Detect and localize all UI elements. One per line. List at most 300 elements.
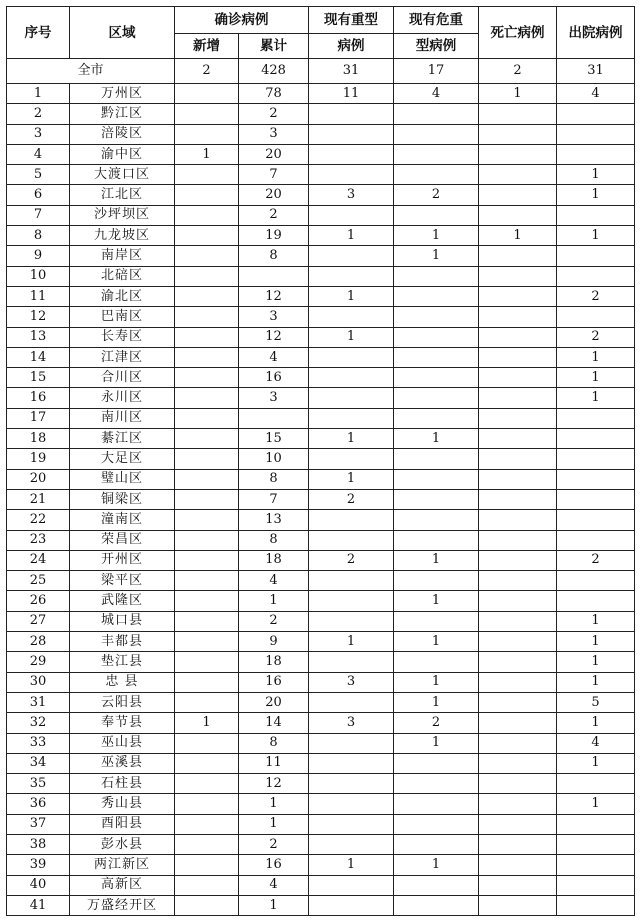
severe-cases: 1: [309, 855, 394, 875]
cumulative-cases: 14: [239, 713, 309, 733]
region-name: 璧山区: [70, 469, 175, 489]
region-name: 江北区: [70, 185, 175, 205]
new-cases: [175, 327, 239, 347]
critical-cases: 1: [394, 855, 479, 875]
death-cases: [479, 530, 557, 550]
severe-cases: 3: [309, 672, 394, 692]
row-number: 16: [7, 388, 70, 408]
critical-cases: [394, 611, 479, 631]
table-row: [7, 307, 635, 327]
severe-cases: [309, 611, 394, 631]
critical-cases: 4: [394, 84, 479, 104]
discharged-cases: 4: [557, 84, 635, 104]
row-number: 1: [7, 84, 70, 104]
table-row: [7, 632, 635, 652]
new-cases: 1: [175, 713, 239, 733]
critical-cases: [394, 489, 479, 509]
discharged-cases: 1: [557, 185, 635, 205]
table-row: [7, 753, 635, 773]
row-number: 28: [7, 632, 70, 652]
critical-cases: 1: [394, 692, 479, 712]
row-number: 36: [7, 794, 70, 814]
discharged-cases: 1: [557, 632, 635, 652]
row-number: 23: [7, 530, 70, 550]
region-name: 忠 县: [70, 672, 175, 692]
critical-cases: [394, 571, 479, 591]
row-number: 22: [7, 510, 70, 530]
new-cases: [175, 895, 239, 915]
new-cases: [175, 774, 239, 794]
region-name: 万盛经开区: [70, 895, 175, 915]
cumulative-cases: 18: [239, 652, 309, 672]
cumulative-cases: 12: [239, 327, 309, 347]
cumulative-cases: 2: [239, 205, 309, 225]
row-number: 15: [7, 368, 70, 388]
severe-cases: [309, 408, 394, 428]
cumulative-cases: 19: [239, 226, 309, 246]
row-number: 17: [7, 408, 70, 428]
death-cases: 1: [479, 84, 557, 104]
header-region: 区域: [70, 7, 175, 59]
header-no: 序号: [7, 7, 70, 59]
new-cases: [175, 672, 239, 692]
critical-cases: 1: [394, 733, 479, 753]
region-name: 九龙坡区: [70, 226, 175, 246]
region-name: 沙坪坝区: [70, 205, 175, 225]
row-number: 3: [7, 124, 70, 144]
region-name: 两江新区: [70, 855, 175, 875]
cumulative-cases: 1: [239, 895, 309, 915]
new-cases: [175, 246, 239, 266]
table-row: [7, 144, 635, 164]
cumulative-cases: 1: [239, 591, 309, 611]
discharged-cases: 2: [557, 286, 635, 306]
critical-cases: [394, 652, 479, 672]
discharged-cases: [557, 591, 635, 611]
severe-cases: 11: [309, 84, 394, 104]
death-cases: [479, 692, 557, 712]
critical-cases: [394, 814, 479, 834]
discharged-cases: 1: [557, 347, 635, 367]
new-cases: [175, 652, 239, 672]
critical-cases: 1: [394, 672, 479, 692]
row-number: 33: [7, 733, 70, 753]
critical-cases: [394, 834, 479, 854]
cumulative-cases: 20: [239, 692, 309, 712]
cumulative-cases: 1: [239, 794, 309, 814]
total-deaths: 2: [479, 59, 557, 84]
discharged-cases: 1: [557, 794, 635, 814]
death-cases: [479, 449, 557, 469]
severe-cases: [309, 571, 394, 591]
discharged-cases: [557, 530, 635, 550]
cumulative-cases: 4: [239, 875, 309, 895]
table-row: [7, 469, 635, 489]
discharged-cases: [557, 144, 635, 164]
region-name: 巫山县: [70, 733, 175, 753]
row-number: 5: [7, 165, 70, 185]
region-name: 渝北区: [70, 286, 175, 306]
new-cases: [175, 226, 239, 246]
death-cases: [479, 266, 557, 286]
table-row: [7, 611, 635, 631]
severe-cases: [309, 652, 394, 672]
region-name: 高新区: [70, 875, 175, 895]
death-cases: [479, 875, 557, 895]
region-name: 潼南区: [70, 510, 175, 530]
row-number: 7: [7, 205, 70, 225]
region-name: 垫江县: [70, 652, 175, 672]
table-row: [7, 246, 635, 266]
critical-cases: [394, 449, 479, 469]
table-row: [7, 692, 635, 712]
death-cases: [479, 429, 557, 449]
new-cases: [175, 814, 239, 834]
case-table: [6, 6, 635, 916]
discharged-cases: 1: [557, 226, 635, 246]
header-cumulative: 累计: [239, 34, 309, 59]
row-number: 25: [7, 571, 70, 591]
discharged-cases: [557, 307, 635, 327]
death-cases: [479, 794, 557, 814]
severe-cases: [309, 895, 394, 915]
discharged-cases: 1: [557, 713, 635, 733]
new-cases: [175, 165, 239, 185]
discharged-cases: [557, 571, 635, 591]
critical-cases: 1: [394, 550, 479, 570]
severe-cases: [309, 774, 394, 794]
severe-cases: 1: [309, 429, 394, 449]
total-critical: 17: [394, 59, 479, 84]
critical-cases: [394, 307, 479, 327]
row-number: 13: [7, 327, 70, 347]
discharged-cases: [557, 469, 635, 489]
severe-cases: [309, 814, 394, 834]
critical-cases: 1: [394, 246, 479, 266]
severe-cases: 2: [309, 550, 394, 570]
severe-cases: [309, 530, 394, 550]
death-cases: [479, 489, 557, 509]
cumulative-cases: 13: [239, 510, 309, 530]
critical-cases: [394, 875, 479, 895]
table-row: [7, 510, 635, 530]
critical-cases: [394, 266, 479, 286]
death-cases: [479, 347, 557, 367]
region-name: 万州区: [70, 84, 175, 104]
region-name: 彭水县: [70, 834, 175, 854]
region-name: 南岸区: [70, 246, 175, 266]
header-new: 新增: [175, 34, 239, 59]
discharged-cases: 1: [557, 753, 635, 773]
cumulative-cases: 1: [239, 814, 309, 834]
severe-cases: [309, 834, 394, 854]
table-row: [7, 124, 635, 144]
region-name: 酉阳县: [70, 814, 175, 834]
row-number: 39: [7, 855, 70, 875]
cumulative-cases: 12: [239, 774, 309, 794]
row-number: 14: [7, 347, 70, 367]
cumulative-cases: 8: [239, 469, 309, 489]
table-row: [7, 814, 635, 834]
new-cases: [175, 875, 239, 895]
death-cases: [479, 571, 557, 591]
region-name: 巫溪县: [70, 753, 175, 773]
row-number: 35: [7, 774, 70, 794]
table-row: [7, 449, 635, 469]
discharged-cases: [557, 774, 635, 794]
critical-cases: [394, 510, 479, 530]
region-name: 梁平区: [70, 571, 175, 591]
header-severe-bottom: 病例: [309, 34, 394, 59]
new-cases: [175, 124, 239, 144]
death-cases: [479, 753, 557, 773]
severe-cases: [309, 692, 394, 712]
row-number: 21: [7, 489, 70, 509]
new-cases: [175, 611, 239, 631]
death-cases: [479, 144, 557, 164]
new-cases: [175, 347, 239, 367]
row-number: 31: [7, 692, 70, 712]
new-cases: [175, 733, 239, 753]
row-number: 27: [7, 611, 70, 631]
death-cases: [479, 205, 557, 225]
region-name: 永川区: [70, 388, 175, 408]
death-cases: [479, 611, 557, 631]
table-row: [7, 429, 635, 449]
critical-cases: [394, 205, 479, 225]
new-cases: [175, 429, 239, 449]
new-cases: [175, 692, 239, 712]
severe-cases: 3: [309, 185, 394, 205]
death-cases: 1: [479, 226, 557, 246]
discharged-cases: [557, 510, 635, 530]
discharged-cases: 4: [557, 733, 635, 753]
critical-cases: 2: [394, 185, 479, 205]
new-cases: [175, 266, 239, 286]
critical-cases: [394, 774, 479, 794]
cumulative-cases: [239, 408, 309, 428]
severe-cases: [309, 347, 394, 367]
table-row: [7, 286, 635, 306]
header-deaths: 死亡病例: [479, 7, 557, 59]
row-number: 8: [7, 226, 70, 246]
new-cases: [175, 84, 239, 104]
new-cases: [175, 449, 239, 469]
critical-cases: [394, 368, 479, 388]
death-cases: [479, 855, 557, 875]
severe-cases: [309, 104, 394, 124]
row-number: 30: [7, 672, 70, 692]
row-number: 19: [7, 449, 70, 469]
table-row: [7, 550, 635, 570]
severe-cases: 1: [309, 327, 394, 347]
table-row: [7, 652, 635, 672]
cumulative-cases: 20: [239, 185, 309, 205]
severe-cases: 2: [309, 489, 394, 509]
critical-cases: [394, 895, 479, 915]
row-number: 37: [7, 814, 70, 834]
severe-cases: 1: [309, 469, 394, 489]
cumulative-cases: 10: [239, 449, 309, 469]
row-number: 11: [7, 286, 70, 306]
row-number: 26: [7, 591, 70, 611]
total-row: [7, 59, 635, 84]
critical-cases: [394, 104, 479, 124]
discharged-cases: [557, 246, 635, 266]
row-number: 2: [7, 104, 70, 124]
table-row: [7, 774, 635, 794]
region-name: 铜梁区: [70, 489, 175, 509]
total-severe: 31: [309, 59, 394, 84]
table-row: [7, 266, 635, 286]
severe-cases: [309, 591, 394, 611]
cumulative-cases: 12: [239, 286, 309, 306]
critical-cases: 1: [394, 632, 479, 652]
critical-cases: 1: [394, 429, 479, 449]
critical-cases: [394, 469, 479, 489]
death-cases: [479, 895, 557, 915]
critical-cases: [394, 165, 479, 185]
table-row: [7, 733, 635, 753]
region-name: 合川区: [70, 368, 175, 388]
table-row: [7, 388, 635, 408]
table-row: [7, 855, 635, 875]
row-number: 34: [7, 753, 70, 773]
cumulative-cases: 4: [239, 571, 309, 591]
death-cases: [479, 307, 557, 327]
total-discharged: 31: [557, 59, 635, 84]
new-cases: [175, 591, 239, 611]
cumulative-cases: 2: [239, 104, 309, 124]
header-critical-top: 现有危重: [394, 7, 479, 34]
total-new: 2: [175, 59, 239, 84]
critical-cases: [394, 327, 479, 347]
new-cases: [175, 185, 239, 205]
table-row: [7, 794, 635, 814]
severe-cases: [309, 307, 394, 327]
death-cases: [479, 632, 557, 652]
table-row: [7, 327, 635, 347]
discharged-cases: 2: [557, 550, 635, 570]
table-row: [7, 226, 635, 246]
region-name: 江津区: [70, 347, 175, 367]
region-name: 渝中区: [70, 144, 175, 164]
table-row: [7, 875, 635, 895]
death-cases: [479, 713, 557, 733]
discharged-cases: [557, 895, 635, 915]
new-cases: [175, 571, 239, 591]
table-row: [7, 368, 635, 388]
cumulative-cases: 8: [239, 733, 309, 753]
cumulative-cases: 78: [239, 84, 309, 104]
critical-cases: [394, 794, 479, 814]
new-cases: [175, 408, 239, 428]
table-row: [7, 205, 635, 225]
region-name: 南川区: [70, 408, 175, 428]
discharged-cases: 1: [557, 165, 635, 185]
death-cases: [479, 834, 557, 854]
table-row: [7, 591, 635, 611]
row-number: 12: [7, 307, 70, 327]
severe-cases: [309, 388, 394, 408]
cumulative-cases: 7: [239, 165, 309, 185]
severe-cases: [309, 205, 394, 225]
discharged-cases: 1: [557, 611, 635, 631]
severe-cases: [309, 368, 394, 388]
region-name: 丰都县: [70, 632, 175, 652]
table-body: [7, 59, 635, 916]
death-cases: [479, 733, 557, 753]
table-row: [7, 895, 635, 915]
death-cases: [479, 124, 557, 144]
discharged-cases: 5: [557, 692, 635, 712]
region-name: 涪陵区: [70, 124, 175, 144]
cumulative-cases: [239, 266, 309, 286]
death-cases: [479, 774, 557, 794]
cumulative-cases: 18: [239, 550, 309, 570]
severe-cases: [309, 875, 394, 895]
cumulative-cases: 7: [239, 489, 309, 509]
table-header: [7, 7, 635, 59]
cumulative-cases: 8: [239, 246, 309, 266]
death-cases: [479, 469, 557, 489]
death-cases: [479, 591, 557, 611]
new-cases: [175, 510, 239, 530]
table-row: [7, 185, 635, 205]
region-name: 云阳县: [70, 692, 175, 712]
new-cases: [175, 632, 239, 652]
new-cases: [175, 834, 239, 854]
new-cases: [175, 307, 239, 327]
table-row: [7, 84, 635, 104]
table-row: [7, 104, 635, 124]
death-cases: [479, 652, 557, 672]
severe-cases: [309, 510, 394, 530]
header-discharged: 出院病例: [557, 7, 635, 59]
discharged-cases: [557, 834, 635, 854]
cumulative-cases: 16: [239, 855, 309, 875]
row-number: 18: [7, 429, 70, 449]
region-name: 开州区: [70, 550, 175, 570]
discharged-cases: [557, 205, 635, 225]
total-cumulative: 428: [239, 59, 309, 84]
region-name: 奉节县: [70, 713, 175, 733]
cumulative-cases: 3: [239, 124, 309, 144]
death-cases: [479, 408, 557, 428]
critical-cases: [394, 753, 479, 773]
row-number: 24: [7, 550, 70, 570]
death-cases: [479, 327, 557, 347]
new-cases: [175, 469, 239, 489]
cumulative-cases: 8: [239, 530, 309, 550]
critical-cases: [394, 124, 479, 144]
severe-cases: [309, 124, 394, 144]
critical-cases: 2: [394, 713, 479, 733]
row-number: 40: [7, 875, 70, 895]
region-name: 黔江区: [70, 104, 175, 124]
severe-cases: [309, 266, 394, 286]
region-name: 城口县: [70, 611, 175, 631]
death-cases: [479, 550, 557, 570]
death-cases: [479, 510, 557, 530]
critical-cases: 1: [394, 591, 479, 611]
critical-cases: 1: [394, 226, 479, 246]
row-number: 4: [7, 144, 70, 164]
cumulative-cases: 3: [239, 307, 309, 327]
new-cases: [175, 753, 239, 773]
table-row: [7, 408, 635, 428]
new-cases: [175, 855, 239, 875]
